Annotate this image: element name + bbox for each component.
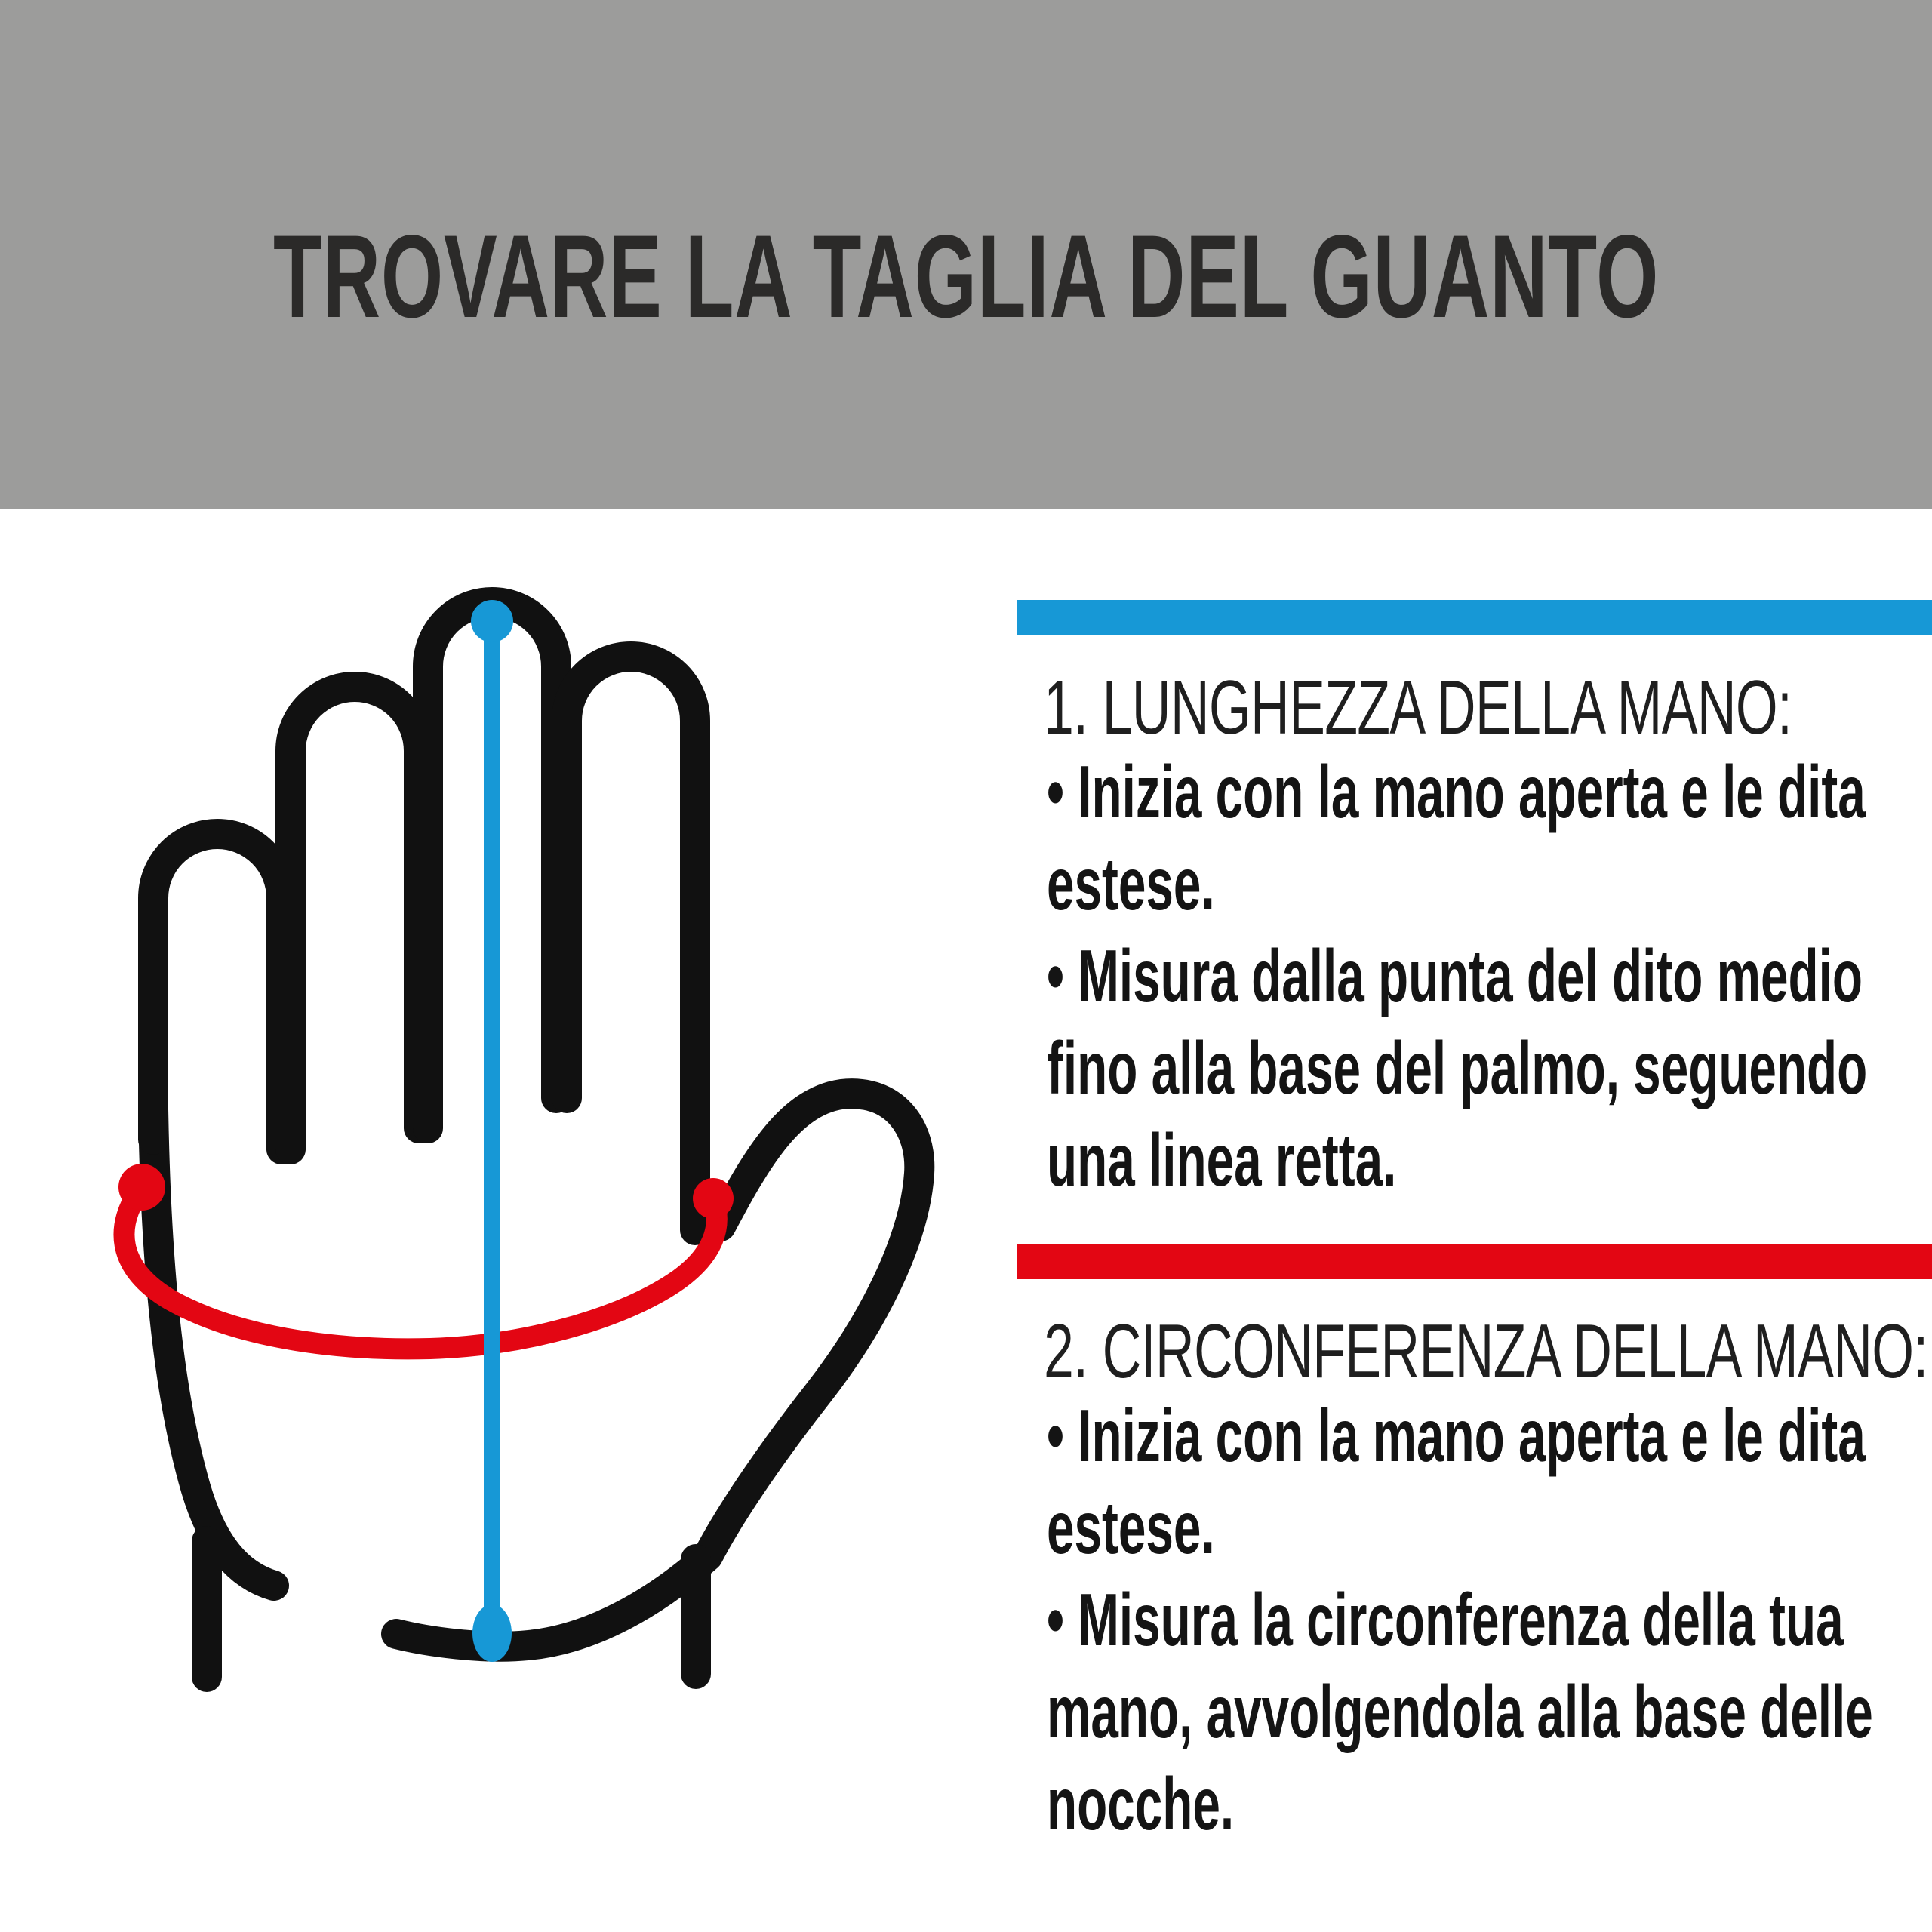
length-accent-bar — [1017, 600, 1932, 635]
circumference-dot-right — [693, 1178, 734, 1219]
length-bullet-line: una linea retta. — [1047, 1118, 1397, 1201]
circumference-bullet-line: mano, avvolgendola alla base delle — [1047, 1670, 1873, 1753]
length-bullet-line: • Misura dalla punta del dito medio — [1047, 934, 1863, 1017]
length-bullet-line: fino alla base del palmo, seguendo — [1047, 1026, 1868, 1109]
circumference-dot-left — [118, 1164, 165, 1211]
circumference-section-heading: 2. CIRCONFERENZA DELLA MANO: — [1044, 1309, 1928, 1394]
circumference-accent-bar — [1017, 1244, 1932, 1279]
length-section-body — [1047, 746, 1932, 1206]
length-dot-top — [471, 600, 513, 642]
circumference-section-body — [1047, 1389, 1932, 1850]
circumference-bullet-line: estese. — [1047, 1486, 1215, 1569]
circumference-line — [124, 1187, 716, 1349]
ring-finger — [291, 687, 419, 1149]
circumference-bullet-line: • Misura la circonferenza della tua — [1047, 1578, 1844, 1661]
length-measure — [471, 600, 513, 1662]
length-section-heading: 1. LUNGHEZZA DELLA MANO: — [1044, 666, 1792, 750]
index-finger — [567, 657, 695, 1230]
circumference-measure — [118, 1164, 734, 1349]
length-dot-bottom — [472, 1604, 512, 1662]
length-bullet-line: estese. — [1047, 842, 1215, 925]
pinky-finger — [153, 834, 281, 1149]
thumb-and-palm-bottom — [396, 1094, 919, 1647]
header-band — [0, 0, 1932, 509]
length-bullet-line: • Inizia con la mano aperta e le dita — [1047, 750, 1866, 833]
circumference-bullet-line: • Inizia con la mano aperta e le dita — [1047, 1394, 1866, 1477]
circumference-bullet-line: nocche. — [1047, 1762, 1235, 1845]
palm-left-edge — [153, 1109, 274, 1586]
hand-measurement-diagram — [60, 581, 951, 1834]
hand-outline — [153, 602, 919, 1677]
hand-illustration — [60, 581, 951, 1834]
page-title: TROVARE LA TAGLIA DEL GUANTO — [272, 211, 1660, 343]
